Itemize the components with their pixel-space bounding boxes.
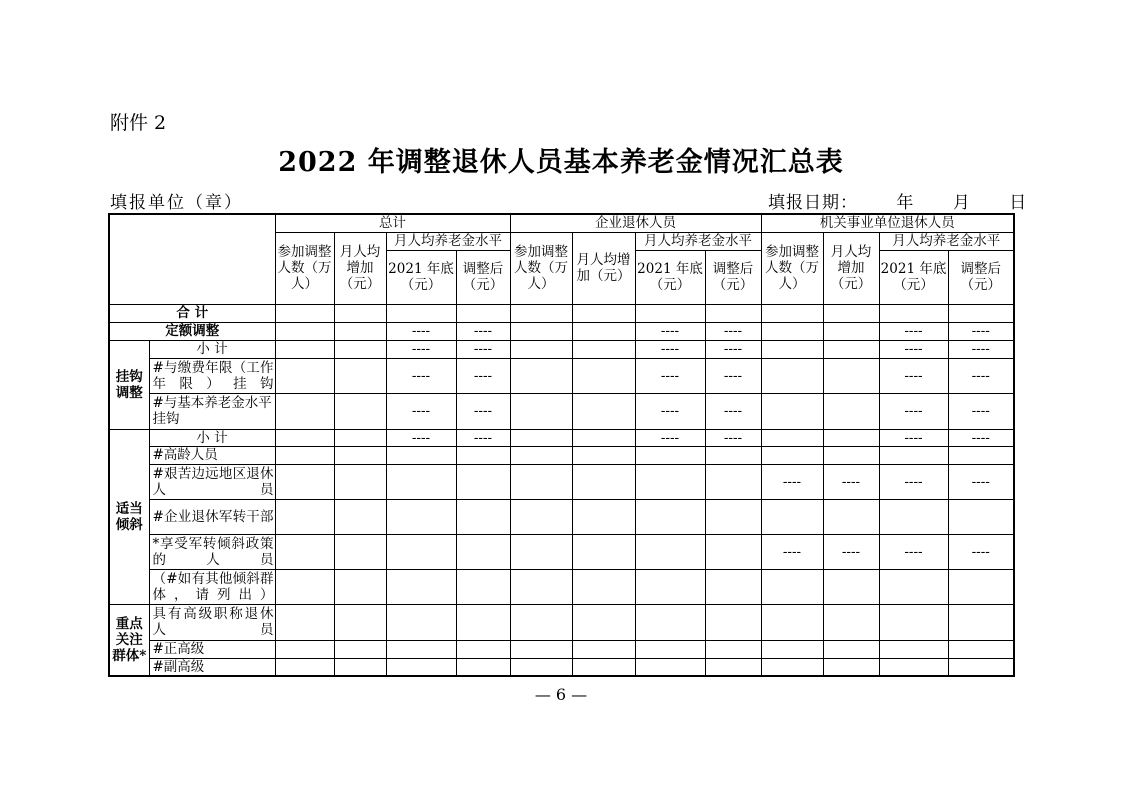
dash-cell: ---- xyxy=(879,429,948,446)
table-row xyxy=(109,499,1014,534)
header-total: 总计 xyxy=(275,214,510,232)
table-row xyxy=(109,429,1014,446)
table-row xyxy=(109,446,1014,464)
header-avg-pension: 月人均养老金水平 xyxy=(635,232,761,250)
table-row xyxy=(109,569,1014,604)
dash-cell: ---- xyxy=(823,464,879,499)
dash-cell: ---- xyxy=(386,358,456,393)
header-monthly-increase: 月人均增加（元） xyxy=(823,232,879,304)
dash-cell: ---- xyxy=(635,358,705,393)
header-monthly-increase: 月人均增加（元） xyxy=(572,232,635,304)
row-label-subtotal: 小 计 xyxy=(149,429,275,446)
header-participants: 参加调整人数（万人） xyxy=(761,232,823,304)
dash-cell: ---- xyxy=(705,358,761,393)
dash-cell: ---- xyxy=(705,429,761,446)
dash-cell: ---- xyxy=(705,322,761,340)
row-label-fixed: 定额调整 xyxy=(109,322,275,340)
table-row xyxy=(109,322,1014,340)
table-row xyxy=(109,358,1014,393)
dash-cell: ---- xyxy=(386,393,456,429)
dash-cell: ---- xyxy=(948,322,1014,340)
dash-cell: ---- xyxy=(761,464,823,499)
dash-cell: ---- xyxy=(635,340,705,358)
dash-cell: ---- xyxy=(879,322,948,340)
dash-cell: ---- xyxy=(705,393,761,429)
summary-table xyxy=(108,213,1015,677)
table-row xyxy=(109,604,1014,640)
group-label-focus: 重点关注群体* xyxy=(109,604,149,676)
header-avg-pension: 月人均养老金水平 xyxy=(386,232,510,250)
dash-cell: ---- xyxy=(456,393,510,429)
row-label-linked-level: #与基本养老金水平挂钩 xyxy=(149,393,275,429)
row-label-linked-years: #与缴费年限（工作年限）挂钩 xyxy=(149,358,275,393)
table-row xyxy=(109,658,1014,676)
dash-cell: ---- xyxy=(948,464,1014,499)
dash-cell: ---- xyxy=(705,340,761,358)
dash-cell: ---- xyxy=(879,534,948,569)
header-after-adjust: 调整后（元） xyxy=(948,250,1014,304)
fill-date-label: 填报日期： 年 月 日 xyxy=(768,193,1028,213)
page-title: 2022 年调整退休人员基本养老金情况汇总表 xyxy=(278,147,844,178)
header-after-adjust: 调整后（元） xyxy=(456,250,510,304)
annex-label: 附件 2 xyxy=(110,112,167,134)
row-label-other-groups: （#如有其他倾斜群体，请列出） xyxy=(149,569,275,604)
header-monthly-increase: 月人均增加（元） xyxy=(334,232,386,304)
dash-cell: ---- xyxy=(386,322,456,340)
header-end-2021: 2021 年底（元） xyxy=(386,250,456,304)
dash-cell: ---- xyxy=(948,534,1014,569)
dash-cell: ---- xyxy=(386,429,456,446)
row-label-remote-areas: #艰苦边远地区退休人员 xyxy=(149,464,275,499)
dash-cell: ---- xyxy=(823,534,879,569)
header-after-adjust: 调整后（元） xyxy=(705,250,761,304)
row-label-total: 合 计 xyxy=(109,304,275,322)
row-label-elderly: #高龄人员 xyxy=(149,446,275,464)
dash-cell: ---- xyxy=(948,393,1014,429)
fill-unit-label: 填报单位（章） xyxy=(110,193,243,213)
table-row xyxy=(109,464,1014,499)
dash-cell: ---- xyxy=(635,393,705,429)
table-row xyxy=(109,340,1014,358)
header-participants: 参加调整人数（万人） xyxy=(275,232,334,304)
header-institution: 机关事业单位退休人员 xyxy=(761,214,1014,232)
table-row xyxy=(109,534,1014,569)
group-label-linked: 挂钩调整 xyxy=(109,340,149,429)
dash-cell: ---- xyxy=(948,340,1014,358)
header-enterprise: 企业退休人员 xyxy=(510,214,761,232)
header-avg-pension: 月人均养老金水平 xyxy=(879,232,1014,250)
group-label-incline: 适当倾斜 xyxy=(109,429,149,604)
dash-cell: ---- xyxy=(456,429,510,446)
page-number: — 6 — xyxy=(534,685,588,704)
row-label-associate-senior: #副高级 xyxy=(149,658,275,676)
table-row xyxy=(109,640,1014,658)
dash-cell: ---- xyxy=(456,358,510,393)
row-label-full-senior: #正高级 xyxy=(149,640,275,658)
row-label-military-cadres: #企业退休军转干部 xyxy=(149,499,275,534)
dash-cell: ---- xyxy=(761,534,823,569)
header-end-2021: 2021 年底（元） xyxy=(635,250,705,304)
dash-cell: ---- xyxy=(386,340,456,358)
header-participants: 参加调整人数（万人） xyxy=(510,232,572,304)
row-label-subtotal: 小 计 xyxy=(149,340,275,358)
dash-cell: ---- xyxy=(879,393,948,429)
dash-cell: ---- xyxy=(879,358,948,393)
row-label-senior-title: 具有高级职称退休人员 xyxy=(149,604,275,640)
dash-cell: ---- xyxy=(879,464,948,499)
dash-cell: ---- xyxy=(456,340,510,358)
dash-cell: ---- xyxy=(948,429,1014,446)
dash-cell: ---- xyxy=(635,429,705,446)
table-row xyxy=(109,304,1014,322)
dash-cell: ---- xyxy=(456,322,510,340)
dash-cell: ---- xyxy=(948,358,1014,393)
row-label-military-policy: *享受军转倾斜政策的人员 xyxy=(149,534,275,569)
header-end-2021: 2021 年底（元） xyxy=(879,250,948,304)
table-row xyxy=(109,393,1014,429)
corner-cell xyxy=(109,214,275,304)
dash-cell: ---- xyxy=(879,340,948,358)
dash-cell: ---- xyxy=(635,322,705,340)
